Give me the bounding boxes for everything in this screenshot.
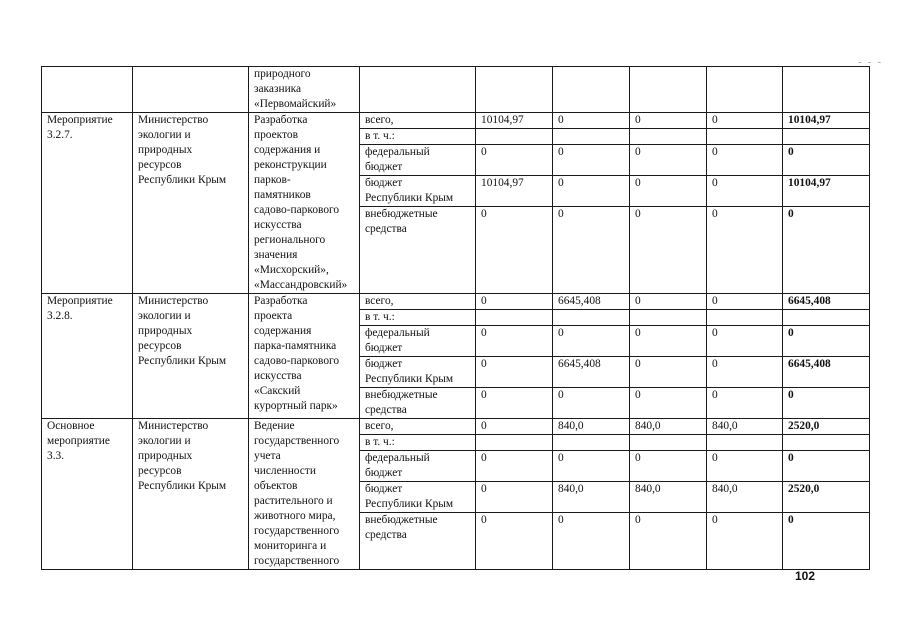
cell-value: 0 xyxy=(476,388,553,419)
cell-source: бюджет Республики Крым xyxy=(360,357,476,388)
cell-total: 6645,408 xyxy=(783,294,870,310)
cell-value: 840,0 xyxy=(630,419,707,435)
cell-name: Ведение государственного учета численности объектов растительного и животного мира, государственного мониторинга и государственного xyxy=(249,419,360,570)
cell-value: 0 xyxy=(707,294,783,310)
cell-value: 0 xyxy=(553,145,630,176)
cell-value xyxy=(707,67,783,113)
cell-value: 0 xyxy=(553,176,630,207)
cell-value xyxy=(476,129,553,145)
cell-value xyxy=(630,435,707,451)
cell-value: 0 xyxy=(630,113,707,129)
cell-total: 0 xyxy=(783,145,870,176)
cell-total xyxy=(783,310,870,326)
cell-value: 0 xyxy=(707,357,783,388)
cell-value: 0 xyxy=(630,294,707,310)
cell-value xyxy=(630,67,707,113)
cell-value: 6645,408 xyxy=(553,357,630,388)
cell-total: 10104,97 xyxy=(783,176,870,207)
cell-value xyxy=(553,129,630,145)
cell-value: 840,0 xyxy=(707,419,783,435)
cell-id: Мероприятие 3.2.8. xyxy=(42,294,133,419)
cell-total: 0 xyxy=(783,326,870,357)
cell-source: в т. ч.: xyxy=(360,129,476,145)
cell-value: 0 xyxy=(707,113,783,129)
cell-id: Мероприятие 3.2.7. xyxy=(42,113,133,294)
budget-table xyxy=(41,66,870,570)
table-row xyxy=(42,419,870,435)
cell-total xyxy=(783,67,870,113)
cell-value xyxy=(630,129,707,145)
cell-value: 6645,408 xyxy=(553,294,630,310)
cell-value: 0 xyxy=(630,176,707,207)
cell-total: 0 xyxy=(783,513,870,570)
cell-total: 6645,408 xyxy=(783,357,870,388)
cell-value: 0 xyxy=(707,145,783,176)
cell-source: в т. ч.: xyxy=(360,310,476,326)
cell-value: 0 xyxy=(476,482,553,513)
cell-source: всего, xyxy=(360,113,476,129)
cell-total: 0 xyxy=(783,451,870,482)
cell-source: федеральный бюджет xyxy=(360,145,476,176)
cell-source: федеральный бюджет xyxy=(360,451,476,482)
cell-value xyxy=(630,310,707,326)
cell-value: 0 xyxy=(476,207,553,294)
cell-value: 0 xyxy=(553,388,630,419)
cell-source: внебюджетные средства xyxy=(360,388,476,419)
cell-value: 0 xyxy=(553,451,630,482)
cell-executor xyxy=(133,67,249,113)
cell-value: 0 xyxy=(476,419,553,435)
cell-value: 0 xyxy=(630,388,707,419)
table-row xyxy=(42,67,870,113)
cell-source: всего, xyxy=(360,294,476,310)
cell-value: 0 xyxy=(630,357,707,388)
cell-total: 0 xyxy=(783,388,870,419)
cell-value: 0 xyxy=(476,294,553,310)
cell-value: 0 xyxy=(553,513,630,570)
cell-value: 0 xyxy=(630,145,707,176)
cell-value: 0 xyxy=(476,451,553,482)
cell-value xyxy=(707,310,783,326)
cell-value: 0 xyxy=(553,207,630,294)
cell-source: бюджет Республики Крым xyxy=(360,176,476,207)
cell-id: Основное мероприятие 3.3. xyxy=(42,419,133,570)
cell-value xyxy=(553,67,630,113)
cell-source: внебюджетные средства xyxy=(360,513,476,570)
page-edge-mark: - - - xyxy=(858,57,883,68)
cell-value: 10104,97 xyxy=(476,176,553,207)
cell-value: 0 xyxy=(630,451,707,482)
cell-value xyxy=(707,129,783,145)
cell-total xyxy=(783,435,870,451)
cell-value: 0 xyxy=(707,388,783,419)
cell-executor: Министерство экологии и природных ресурсов Республики Крым xyxy=(133,113,249,294)
cell-value xyxy=(553,435,630,451)
cell-source: в т. ч.: xyxy=(360,435,476,451)
cell-value: 0 xyxy=(707,326,783,357)
table-row xyxy=(42,294,870,310)
cell-value xyxy=(476,67,553,113)
cell-value: 840,0 xyxy=(553,482,630,513)
cell-value: 0 xyxy=(476,145,553,176)
cell-value: 0 xyxy=(707,207,783,294)
cell-name: Разработка проекта содержания парка-памятника садово-паркового искусства «Сакский курортный парк» xyxy=(249,294,360,419)
table-row xyxy=(42,113,870,129)
cell-id xyxy=(42,67,133,113)
cell-total: 2520,0 xyxy=(783,419,870,435)
cell-source: внебюджетные средства xyxy=(360,207,476,294)
page-number: 102 xyxy=(795,569,816,583)
cell-value: 0 xyxy=(476,357,553,388)
cell-value: 0 xyxy=(553,326,630,357)
cell-value: 0 xyxy=(553,113,630,129)
cell-value: 10104,97 xyxy=(476,113,553,129)
cell-value: 840,0 xyxy=(707,482,783,513)
cell-source: федеральный бюджет xyxy=(360,326,476,357)
cell-value: 0 xyxy=(707,451,783,482)
cell-value: 0 xyxy=(630,513,707,570)
cell-name: природного заказника «Первомайский» xyxy=(249,67,360,113)
cell-value xyxy=(476,435,553,451)
cell-total: 10104,97 xyxy=(783,113,870,129)
cell-value xyxy=(476,310,553,326)
cell-total: 0 xyxy=(783,207,870,294)
cell-total xyxy=(783,129,870,145)
cell-total: 2520,0 xyxy=(783,482,870,513)
cell-name: Разработка проектов содержания и реконструкции парков- памятников садово-паркового искусства регионального значения «Мисхорский», «Массандровский» xyxy=(249,113,360,294)
cell-value: 840,0 xyxy=(630,482,707,513)
cell-value: 840,0 xyxy=(553,419,630,435)
cell-source: всего, xyxy=(360,419,476,435)
cell-value: 0 xyxy=(630,326,707,357)
cell-value: 0 xyxy=(707,513,783,570)
cell-executor: Министерство экологии и природных ресурсов Республики Крым xyxy=(133,294,249,419)
cell-value: 0 xyxy=(476,513,553,570)
cell-executor: Министерство экологии и природных ресурсов Республики Крым xyxy=(133,419,249,570)
cell-source: бюджет Республики Крым xyxy=(360,482,476,513)
cell-value: 0 xyxy=(630,207,707,294)
cell-value xyxy=(707,435,783,451)
cell-value xyxy=(553,310,630,326)
cell-source xyxy=(360,67,476,113)
cell-value: 0 xyxy=(707,176,783,207)
cell-value: 0 xyxy=(476,326,553,357)
